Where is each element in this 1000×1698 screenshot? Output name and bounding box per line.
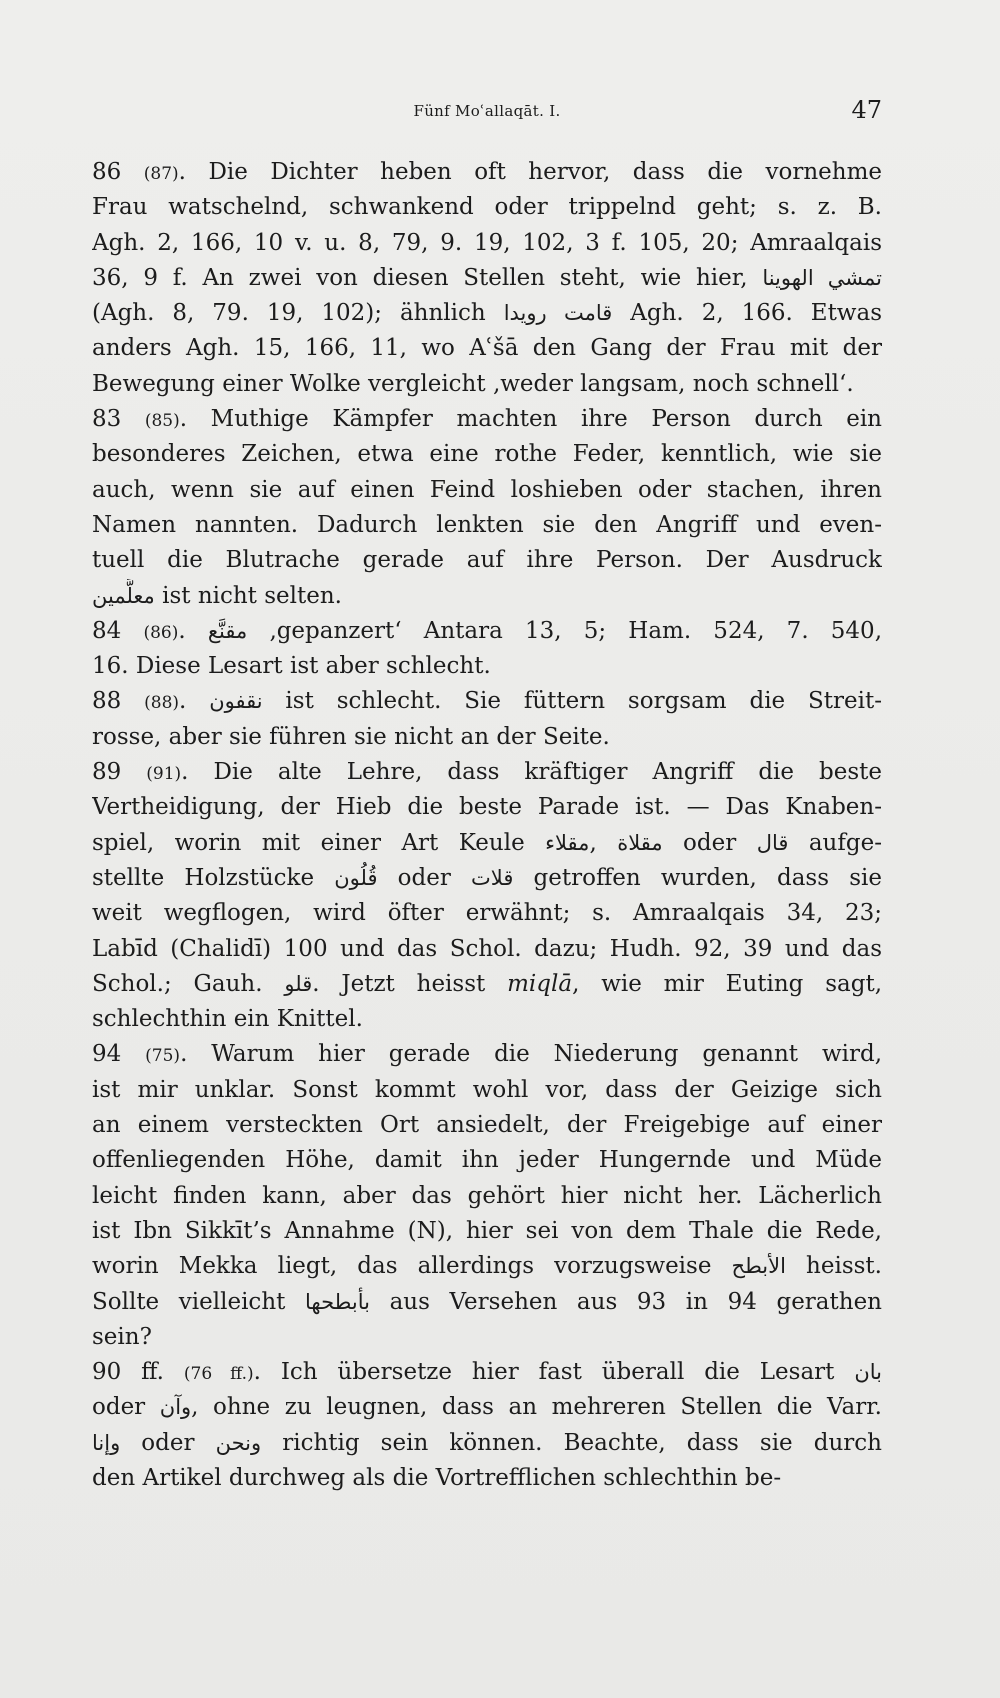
text-segment: 90 ff. (92, 1359, 184, 1386)
arabic-word: الأبطح (731, 1254, 786, 1279)
text-segment: (85) (144, 411, 180, 432)
text-segment: 86 (92, 159, 144, 185)
arabic-word: قامت رويدا (503, 301, 613, 326)
text-segment: an einem versteckten Ort ansiedelt, der Freigebige auf einer (92, 1112, 882, 1139)
text-line (92, 367, 882, 402)
text-line (92, 967, 882, 1002)
text-segment: rosse, aber sie führen sie nicht an der Seite. (92, 723, 610, 750)
text-segment: (91) (146, 764, 182, 785)
text-line (92, 1037, 882, 1072)
text-segment: ist Ibn Sikkīt’s Annahme (N), hier sei von dem Thale die Rede, (92, 1217, 882, 1244)
text-segment: 94 (92, 1041, 146, 1068)
text-segment: besonderes Zeichen, etwa eine rothe Feder, kenntlich, wie sie (92, 441, 882, 468)
arabic-word: قال (756, 830, 789, 855)
text-segment: aufge- (788, 829, 882, 856)
arabic-word: بان (854, 1360, 882, 1385)
text-segment: oder (92, 1394, 160, 1421)
text-segment: 88 (92, 688, 145, 715)
text-segment: auch, wenn sie auf einen Feind loshieben oder stachen, ihren (92, 476, 882, 503)
text-segment: Bewegung einer Wolke vergleicht ‚weder langsam, noch schnell‘. (92, 370, 854, 397)
text-line (92, 826, 882, 861)
text-segment: oder (662, 829, 757, 856)
text-segment: . Warum hier gerade die Niederung genannt wird, (180, 1041, 882, 1068)
text-segment: den Artikel durchweg als die Vortrefflichen schlechthin be- (92, 1464, 782, 1491)
text-segment: Agh. 2, 166. Etwas (612, 300, 882, 327)
text-line (92, 1355, 882, 1390)
arabic-word: مقلاء (545, 830, 590, 855)
text-line (92, 1461, 882, 1496)
page-body-text (92, 155, 882, 1496)
text-line (92, 261, 882, 296)
arabic-word: وآن (159, 1395, 192, 1420)
text-segment: Frau watschelnd, schwankend oder trippelnd geht; s. z. B. (92, 194, 882, 221)
text-line (92, 473, 882, 508)
text-line (92, 1285, 882, 1320)
text-segment: . Die Dichter heben oft hervor, dass die vornehme (178, 159, 882, 185)
text-segment: (88) (144, 693, 180, 714)
text-line (92, 1390, 882, 1425)
text-segment: . Die alte Lehre, dass kräftiger Angriff die beste (181, 759, 882, 786)
text-line (92, 1426, 882, 1461)
text-line (92, 402, 882, 437)
text-line (92, 932, 882, 967)
text-segment: oder (120, 1429, 216, 1456)
text-segment: oder (377, 864, 472, 891)
text-segment: offenliegenden Höhe, damit ihn jeder Hungernde und Müde (92, 1147, 882, 1174)
text-segment: ‚gepanzert‘ Antara 13, 5; Ham. 524, 7. 540, (247, 617, 882, 644)
text-line (92, 1073, 882, 1108)
text-segment: , (589, 829, 618, 856)
text-line (92, 1179, 882, 1214)
arabic-word: وإنا (92, 1430, 121, 1455)
text-line (92, 1108, 882, 1143)
text-segment: anders Agh. 15, 166, 11, wo Aʿšā den Gang der Frau mit der (92, 335, 882, 362)
text-line (92, 296, 882, 331)
text-segment: weit wegflogen, wird öfter erwähnt; s. Amraalqais 34, 23; (92, 900, 882, 927)
text-segment: richtig sein können. Beachte, dass sie durch (261, 1429, 882, 1456)
arabic-word: معلَّمين (92, 583, 155, 608)
text-segment: . Jetzt heisst (312, 970, 508, 997)
text-segment: miqlā (507, 970, 573, 997)
text-segment: 84 (92, 617, 144, 644)
text-line (92, 1214, 882, 1249)
text-segment: . Ich übersetze hier fast überall die Lesart (253, 1359, 855, 1386)
text-segment: . (179, 688, 210, 715)
text-line (92, 155, 882, 190)
text-line (92, 861, 882, 896)
text-segment: ist mir unklar. Sonst kommt wohl vor, dass der Geizige sich (92, 1076, 882, 1103)
arabic-word: بأبطحها (305, 1289, 370, 1314)
text-segment: Labīd (Chalidī) 100 und das Schol. dazu; Hudh. 92, 39 und das (92, 935, 882, 962)
text-segment: aus Versehen aus 93 in 94 gerathen (369, 1288, 882, 1315)
text-segment: . (178, 617, 208, 644)
arabic-word: ونحن (215, 1430, 262, 1455)
text-segment: Schol.; Gauh. (92, 970, 285, 997)
text-segment: (Agh. 8, 79. 19, 102); ähnlich (92, 300, 504, 327)
text-line (92, 1249, 882, 1284)
text-segment: 83 (92, 406, 145, 433)
text-segment: . Muthige Kämpfer machten ihre Person durch ein (179, 406, 882, 433)
text-segment: Namen nannten. Dadurch lenkten sie den Angriff und even- (92, 511, 882, 538)
text-segment: worin Mekka liegt, das allerdings vorzugsweise (92, 1253, 732, 1280)
text-segment: , wie mir Euting sagt, (572, 970, 882, 997)
text-line (92, 437, 882, 472)
arabic-word: قلات (471, 865, 514, 890)
text-line (92, 649, 882, 684)
text-segment: leicht finden kann, aber das gehört hier nicht her. Lächerlich (92, 1182, 882, 1209)
arabic-word: تمشي الهوينا (762, 265, 882, 290)
text-segment: Agh. 2, 166, 10 v. u. 8, 79, 9. 19, 102, 3 f. 105, 20; Amraalqais (92, 229, 882, 256)
text-line (92, 684, 882, 719)
text-line (92, 614, 882, 649)
text-line (92, 543, 882, 578)
arabic-word: مقلاة (617, 830, 663, 855)
text-line (92, 1002, 882, 1037)
page-header (92, 96, 882, 126)
text-line (92, 579, 882, 614)
text-segment: schlechthin ein Knittel. (92, 1006, 363, 1033)
text-segment: 89 (92, 759, 147, 786)
text-line (92, 331, 882, 366)
text-segment: (86) (143, 622, 179, 643)
text-line (92, 226, 882, 261)
text-line (92, 1143, 882, 1178)
text-line (92, 508, 882, 543)
arabic-word: قلو (284, 971, 313, 996)
text-line (92, 755, 882, 790)
text-line (92, 1320, 882, 1355)
text-segment: 16. Diese Lesart ist aber schlecht. (92, 653, 491, 680)
text-segment: ist nicht selten. (154, 582, 342, 609)
text-segment: , ohne zu leugnen, dass an mehreren Stellen die Varr. (191, 1394, 882, 1421)
text-segment: 36, 9 f. An zwei von diesen Stellen steht, wie hier, (92, 264, 763, 291)
text-line (92, 790, 882, 825)
text-segment: Vertheidigung, der Hieb die beste Parade ist. — Das Knaben- (92, 794, 882, 821)
text-segment: stellte Holzstücke (92, 864, 335, 891)
text-segment: sein? (92, 1323, 152, 1350)
arabic-word: نقفون (209, 689, 263, 714)
running-title: Fünf Moʿallaqāt. I. (413, 102, 561, 120)
arabic-word: قُلُون (334, 865, 378, 890)
text-segment: (87) (143, 164, 179, 184)
page-number: 47 (851, 96, 882, 124)
text-segment: Sollte vielleicht (92, 1288, 306, 1315)
text-segment: (76 ff.) (183, 1364, 254, 1385)
text-segment: spiel, worin mit einer Art Keule (92, 829, 546, 856)
text-segment: (75) (145, 1046, 181, 1067)
text-line (92, 896, 882, 931)
text-line (92, 190, 882, 225)
text-segment: heisst. (785, 1253, 882, 1280)
text-segment: ist schlecht. Sie füttern sorgsam die Streit- (262, 688, 882, 715)
text-line (92, 720, 882, 755)
text-segment: getroffen wurden, dass sie (513, 864, 882, 891)
text-segment: tuell die Blutrache gerade auf ihre Person. Der Ausdruck (92, 547, 882, 574)
arabic-word: مقنَّع (207, 618, 248, 643)
